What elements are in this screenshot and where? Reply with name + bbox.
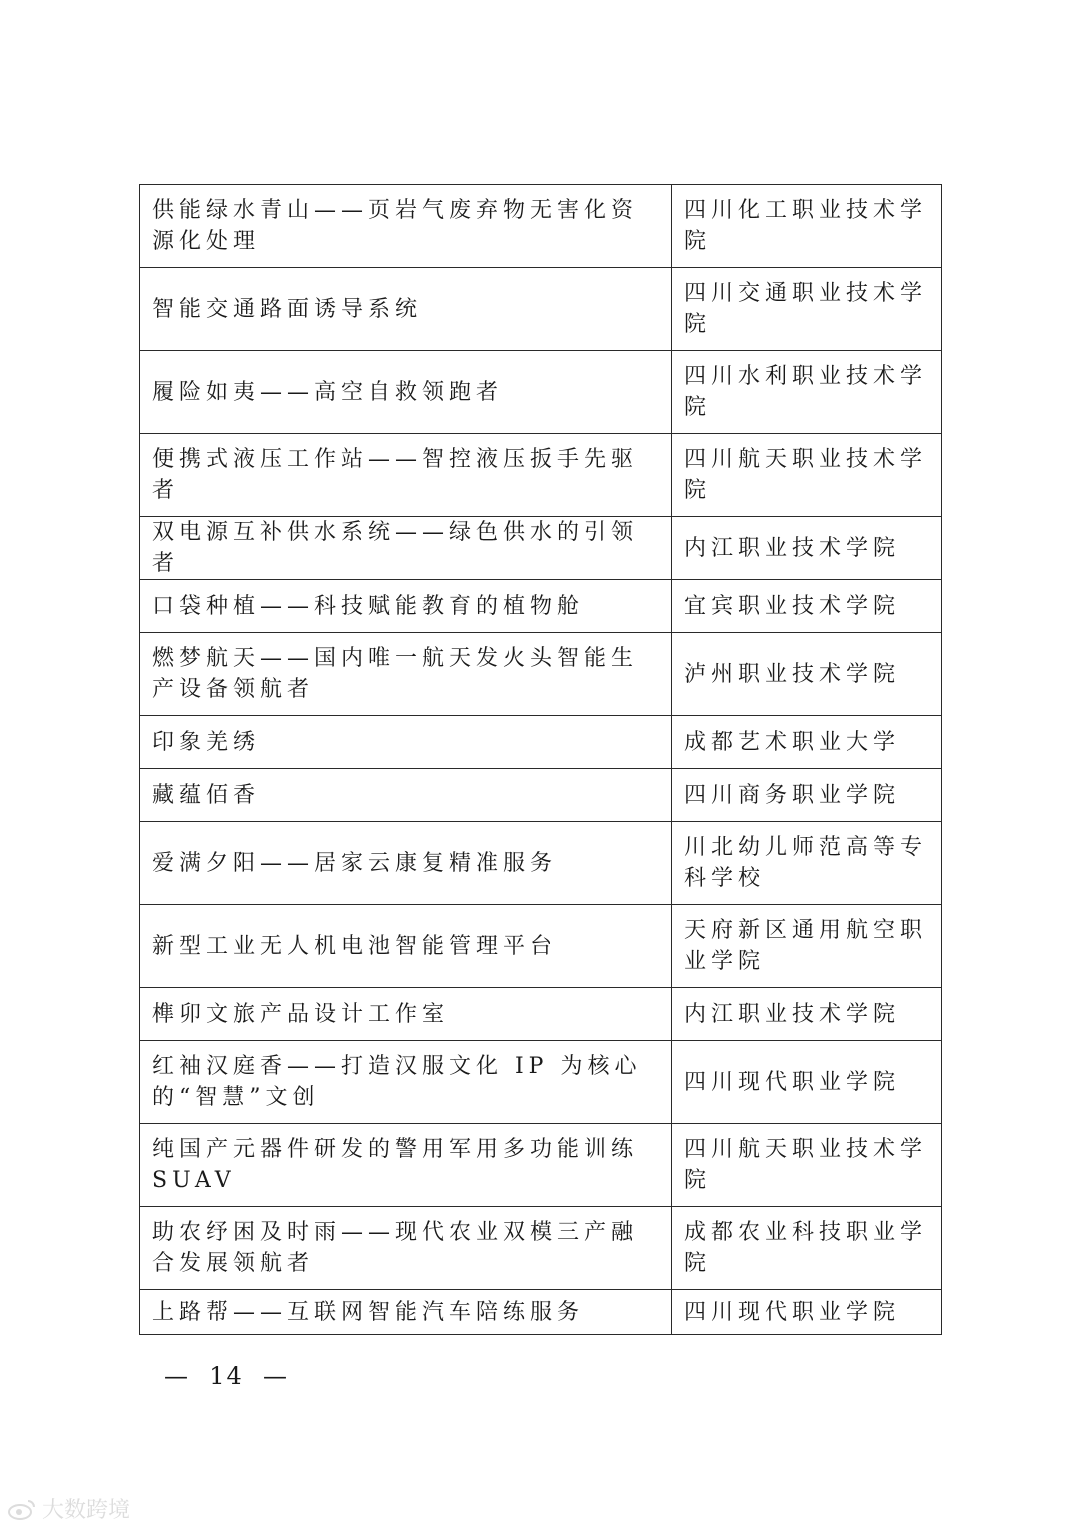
school-name-cell: 四川化工职业技术学院: [672, 185, 942, 268]
school-name-cell: 宜宾职业技术学院: [672, 580, 942, 633]
table-row: [140, 1041, 942, 1124]
project-table: [139, 184, 942, 1335]
watermark-text: 大数跨境: [42, 1498, 131, 1523]
project-name-cell: 纯国产元器件研发的警用军用多功能训练 SUAV: [140, 1124, 672, 1207]
table-row: [140, 434, 942, 517]
school-name-cell: 四川现代职业学院: [672, 1041, 942, 1124]
table-body: [140, 185, 942, 1335]
table-row: [140, 905, 942, 988]
school-name-cell: 天府新区通用航空职业学院: [672, 905, 942, 988]
project-name-cell: 红袖汉庭香——打造汉服文化 IP 为核心的“智慧”文创: [140, 1041, 672, 1124]
table-row: [140, 822, 942, 905]
table-row: [140, 517, 942, 580]
school-name-cell: 成都农业科技职业学院: [672, 1207, 942, 1290]
school-name-cell: 内江职业技术学院: [672, 988, 942, 1041]
project-name-cell: 上路帮——互联网智能汽车陪练服务: [140, 1290, 672, 1335]
school-name-cell: 成都艺术职业大学: [672, 716, 942, 769]
project-name-cell: 印象羌绣: [140, 716, 672, 769]
project-name-cell: 智能交通路面诱导系统: [140, 268, 672, 351]
project-name-cell: 燃梦航天——国内唯一航天发火头智能生产设备领航者: [140, 633, 672, 716]
table-row: [140, 185, 942, 268]
table-row: [140, 716, 942, 769]
table-row: [140, 633, 942, 716]
school-name-cell: 泸州职业技术学院: [672, 633, 942, 716]
school-name-cell: 四川现代职业学院: [672, 1290, 942, 1335]
project-name-cell: 榫卯文旅产品设计工作室: [140, 988, 672, 1041]
project-name-cell: 供能绿水青山——页岩气废弃物无害化资源化处理: [140, 185, 672, 268]
project-name-cell: 履险如夷——高空自救领跑者: [140, 351, 672, 434]
table-row: [140, 580, 942, 633]
watermark: [8, 1493, 130, 1524]
page-number: — 14 —: [164, 1362, 290, 1390]
school-name-cell: 四川交通职业技术学院: [672, 268, 942, 351]
table-row: [140, 1290, 942, 1335]
weibo-logo-icon: [8, 1498, 38, 1520]
table-row: [140, 1124, 942, 1207]
school-name-cell: 川北幼儿师范高等专科学校: [672, 822, 942, 905]
table-row: [140, 351, 942, 434]
project-name-cell: 口袋种植——科技赋能教育的植物舱: [140, 580, 672, 633]
table-row: [140, 1207, 942, 1290]
project-name-cell: 新型工业无人机电池智能管理平台: [140, 905, 672, 988]
project-name-cell: 爱满夕阳——居家云康复精准服务: [140, 822, 672, 905]
project-name-cell: 双电源互补供水系统——绿色供水的引领者: [140, 517, 672, 580]
project-name-cell: 助农纾困及时雨——现代农业双模三产融合发展领航者: [140, 1207, 672, 1290]
school-name-cell: 内江职业技术学院: [672, 517, 942, 580]
table-row: [140, 268, 942, 351]
project-name-cell: 便携式液压工作站——智控液压扳手先驱者: [140, 434, 672, 517]
school-name-cell: 四川航天职业技术学院: [672, 434, 942, 517]
school-name-cell: 四川商务职业学院: [672, 769, 942, 822]
school-name-cell: 四川航天职业技术学院: [672, 1124, 942, 1207]
table-row: [140, 769, 942, 822]
table-row: [140, 988, 942, 1041]
school-name-cell: 四川水利职业技术学院: [672, 351, 942, 434]
project-name-cell: 藏蕴佰香: [140, 769, 672, 822]
